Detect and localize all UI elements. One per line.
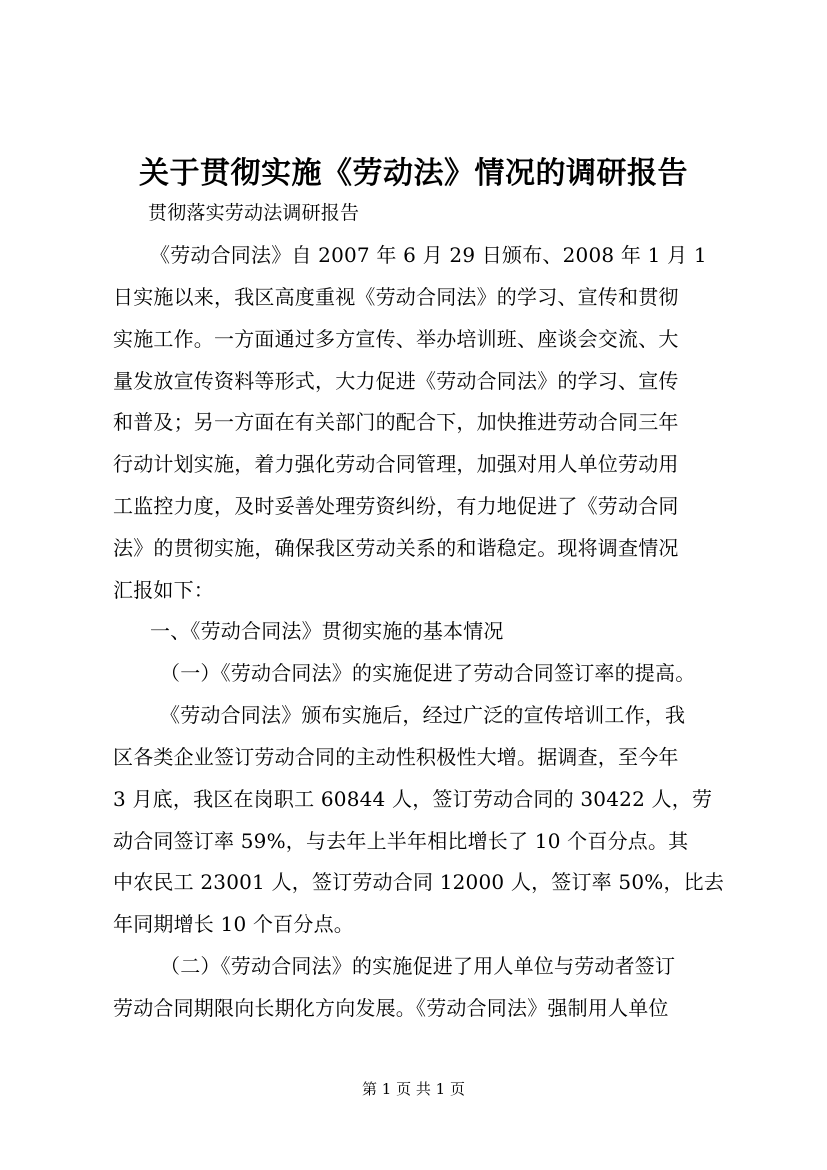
paragraph-line: 《劳动合同法》颁布实施后，经过广泛的宣传培训工作，我 xyxy=(160,703,686,727)
subsection-heading: （一）《劳动合同法》的实施促进了劳动合同签订率的提高。 xyxy=(160,661,696,685)
page-footer: 第 1 页 共 1 页 xyxy=(362,1080,465,1098)
paragraph-line: 汇报如下： xyxy=(113,578,214,602)
paragraph-line: 工监控力度，及时妥善处理劳资纠纷，有力地促进了《劳动合同 xyxy=(113,494,679,518)
document-subtitle: 贯彻落实劳动法调研报告 xyxy=(148,202,360,224)
paragraph-line: 《劳动合同法》自 2007 年 6 月 29 日颁布、2008 年 1 月 1 xyxy=(150,243,707,267)
paragraph-line: 劳动合同期限向长期化方向发展。《劳动合同法》强制用人单位 xyxy=(113,996,669,1020)
paragraph-line: 区各类企业签订劳动合同的主动性积极性大增。据调查，至今年 xyxy=(113,745,679,769)
paragraph-line: 日实施以来，我区高度重视《劳动合同法》的学习、宣传和贯彻 xyxy=(113,285,679,309)
paragraph-line: 和普及；另一方面在有关部门的配合下，加快推进劳动合同三年 xyxy=(113,410,679,434)
document-title: 关于贯彻实施《劳动法》情况的调研报告 xyxy=(139,156,688,191)
section-heading: 一、《劳动合同法》贯彻实施的基本情况 xyxy=(150,619,504,643)
paragraph-line: 动合同签订率 59%，与去年上半年相比增长了 10 个百分点。其 xyxy=(113,829,689,853)
paragraph-line: 3 月底，我区在岗职工 60844 人，签订劳动合同的 30422 人，劳 xyxy=(113,787,713,811)
paragraph-line: 行动计划实施，着力强化劳动合同管理，加强对用人单位劳动用 xyxy=(113,452,679,476)
paragraph-line: 法》的贯彻实施，确保我区劳动关系的和谐稳定。现将调查情况 xyxy=(113,536,679,560)
paragraph-line: 年同期增长 10 个百分点。 xyxy=(113,912,354,936)
subsection-heading: （二）《劳动合同法》的实施促进了用人单位与劳动者签订 xyxy=(160,954,676,978)
paragraph-line: 量发放宣传资料等形式，大力促进《劳动合同法》的学习、宣传 xyxy=(113,369,679,393)
paragraph-line: 实施工作。一方面通过多方宣传、举办培训班、座谈会交流、大 xyxy=(113,327,679,351)
paragraph-line: 中农民工 23001 人，签订劳动合同 12000 人，签订率 50%，比去 xyxy=(113,870,725,894)
